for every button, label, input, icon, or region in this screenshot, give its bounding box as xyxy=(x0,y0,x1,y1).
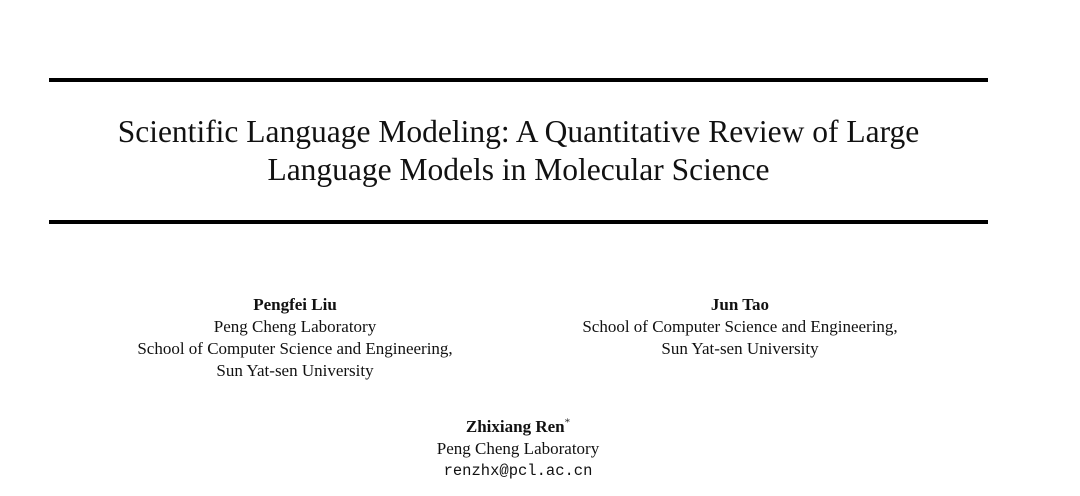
author-name: Pengfei Liu xyxy=(253,295,337,314)
author-name: Zhixiang Ren xyxy=(465,417,565,436)
author-name: Jun Tao xyxy=(710,295,770,314)
author-name-with-mark xyxy=(300,416,736,438)
title-bottom-rule xyxy=(49,220,988,224)
author-affiliation-line: Sun Yat-sen University xyxy=(216,361,374,380)
author-affiliation-line: Peng Cheng Laboratory xyxy=(213,317,377,336)
author-affiliation-line: Sun Yat-sen University xyxy=(661,339,819,358)
author-affiliation-line: Peng Cheng Laboratory xyxy=(436,439,600,458)
paper-title-line-1: Scientific Language Modeling: A Quantitative Review of Large xyxy=(117,114,920,149)
author-affiliation-line: School of Computer Science and Engineering, xyxy=(137,339,453,358)
paper-title-line-2: Language Models in Molecular Science xyxy=(267,152,770,187)
author-block-jun-tao xyxy=(525,294,955,360)
corresponding-author-mark: * xyxy=(564,416,571,429)
author-block-zhixiang-ren xyxy=(300,416,736,482)
paper-title xyxy=(49,113,988,189)
author-block-pengfei-liu xyxy=(80,294,510,382)
author-affiliation-line: School of Computer Science and Engineering, xyxy=(582,317,898,336)
author-email: renzhx@pcl.ac.cn xyxy=(443,462,593,480)
title-top-rule xyxy=(49,78,988,82)
